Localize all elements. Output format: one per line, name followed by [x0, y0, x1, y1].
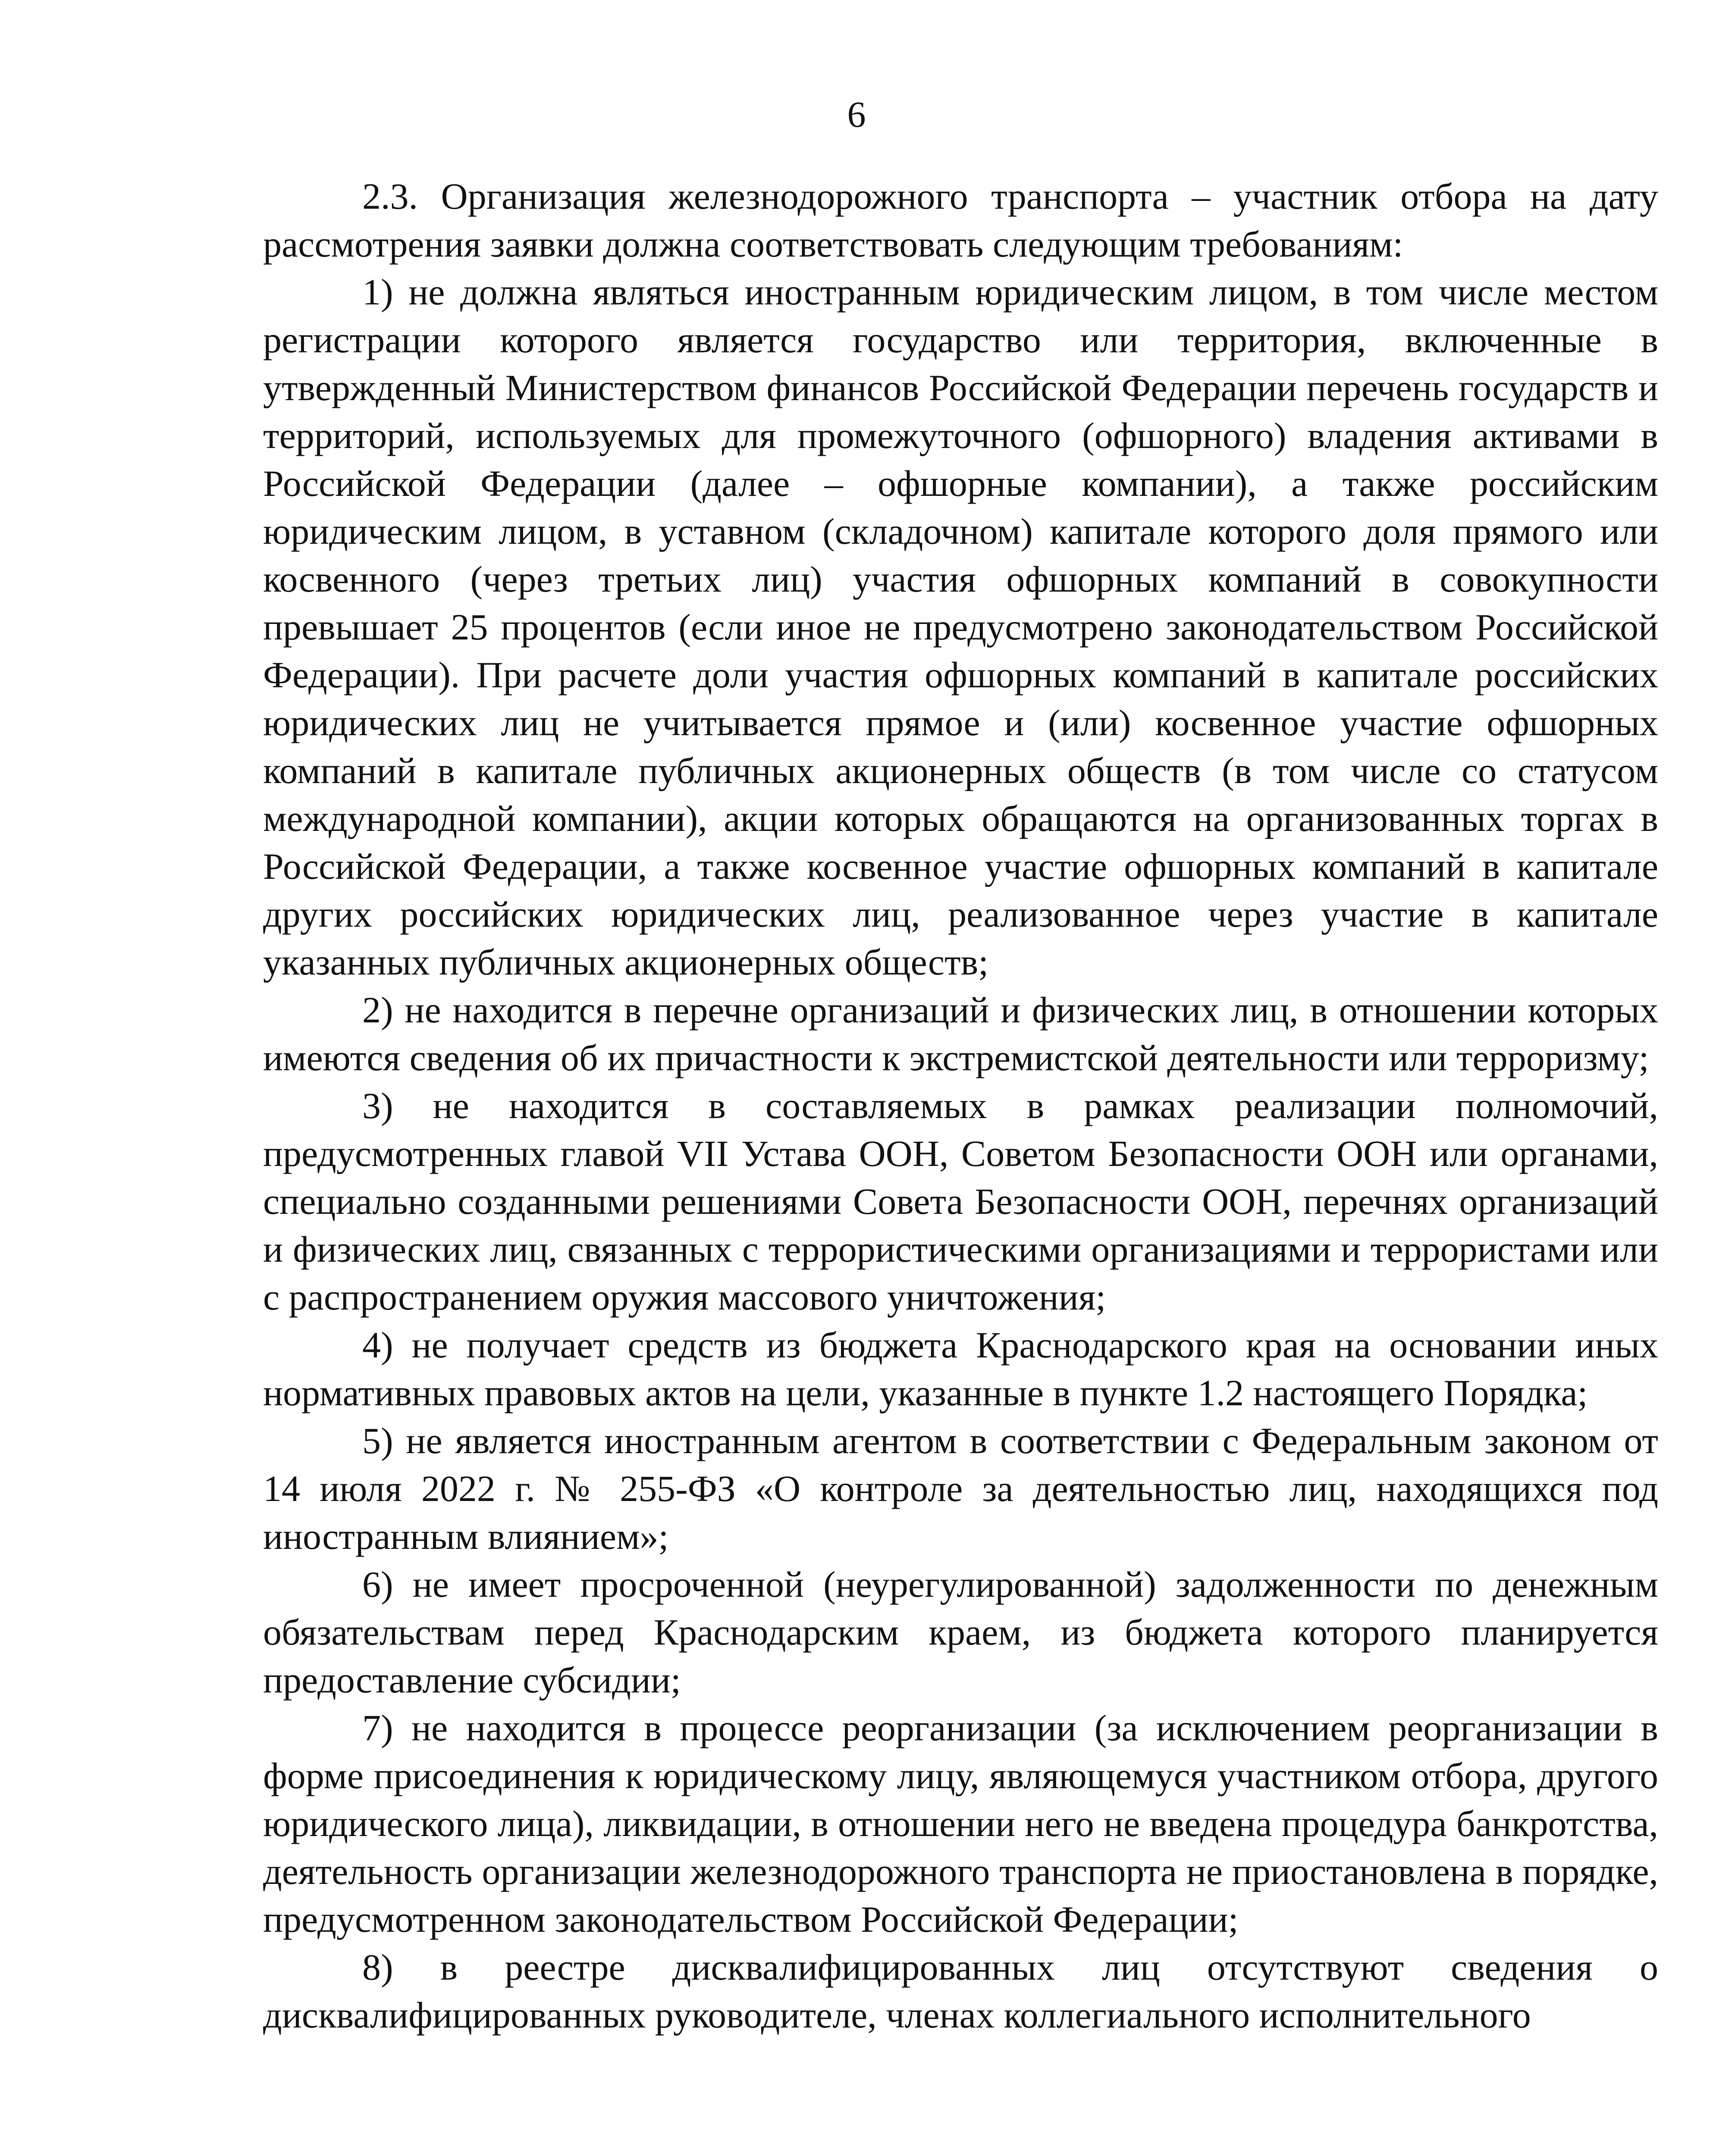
list-item-2: 2) не находится в перечне организаций и физических лиц, в отношении которых имеются сведения об их причастности к экстремистской деятельности или терроризму; [263, 989, 1658, 1078]
list-item-7: 7) не находится в процессе реорганизации (за исключением реорганизации в форме присоединения к юридическому лицу, являющемуся участником отбора, другого юридического лица), ликвидации, в отношении него не введена процедура банкротства, деятельность организации железнодорожного транспорта не приостановлена в порядке, предусмотренном законодательством Российской Федерации; [263, 1707, 1658, 1940]
list-item-8: 8) в реестре дисквалифицированных лиц отсутствуют сведения о дисквалифицированных руководителе, членах коллегиального исполнительного [263, 1946, 1658, 2036]
page-number: 6 [847, 94, 866, 135]
document-body [263, 172, 1658, 2039]
list-item-6: 6) не имеет просроченной (неурегулированной) задолженности по денежным обязательствам перед Краснодарским краем, из бюджета которого планируется предоставление субсидии; [263, 1564, 1658, 1701]
list-item-1: 1) не должна являться иностранным юридическим лицом, в том числе местом регистрации которого является государство или территория, включенные в утвержденный Министерством финансов Российской Федерации перечень государств и территорий, используемых для промежуточного (офшорного) владения активами в Российской Федерации (далее – офшорные компании), а также российским юридическим лицом, в уставном (складочном) капитале которого доля прямого или косвенного (через третьих лиц) участия офшорных компаний в совокупности превышает 25 процентов (если иное не предусмотрено законодательством Российской Федерации). При расчете доли участия офшорных компаний в капитале российских юридических лиц не учитывается прямое и (или) косвенное участие офшорных компаний в капитале публичных акционерных обществ (в том числе со статусом международной компании), акции которых обращаются на организованных торгах в Российской Федерации, а также косвенное участие офшорных компаний в капитале других российских юридических лиц, реализованное через участие в капитале указанных публичных акционерных обществ; [263, 271, 1658, 983]
paragraph-2-3-heading: 2.3. Организация железнодорожного транспорта – участник отбора на дату рассмотрения заявки должна соответствовать следующим требованиям: [263, 175, 1658, 265]
list-item-4: 4) не получает средств из бюджета Краснодарского края на основании иных нормативных правовых актов на цели, указанные в пункте 1.2 настоящего Порядка; [263, 1324, 1658, 1413]
list-item-3: 3) не находится в составляемых в рамках реализации полномочий, предусмотренных главой VII Устава ООН, Советом Безопасности ООН или органами, специально созданными решениями Совета Безопасности ООН, перечнях организаций и физических лиц, связанных с террористическими организациями и террористами или с распространением оружия массового уничтожения; [263, 1085, 1658, 1318]
list-item-5: 5) не является иностранным агентом в соответствии с Федеральным законом от 14 июля 2022 г. № 255-ФЗ «О контроле за деятельностью лиц, находящихся под иностранным влиянием»; [263, 1420, 1658, 1557]
